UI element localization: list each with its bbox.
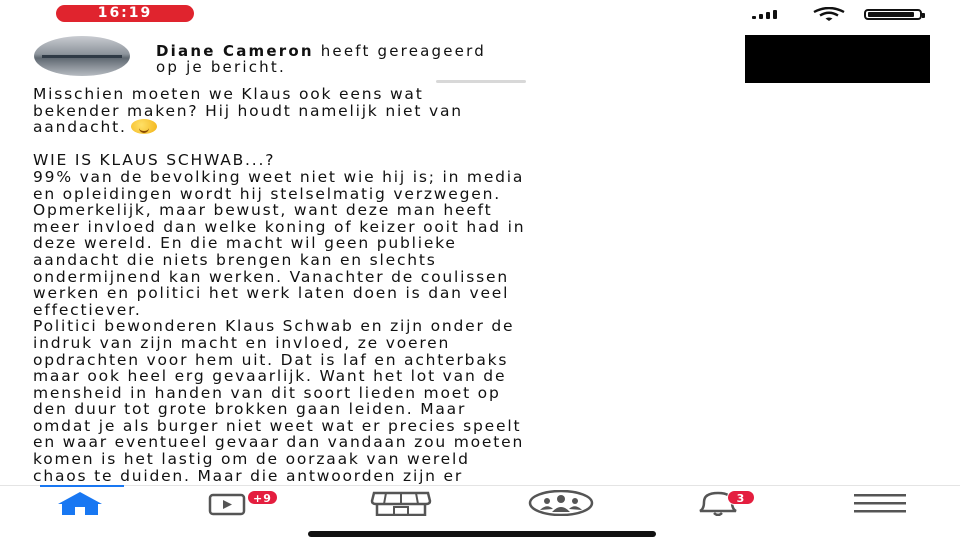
notification-message-line2: op je bericht.	[156, 58, 286, 76]
post-line: omdat je als burger niet weet wat er precies speelt	[33, 416, 522, 435]
notifications-badge: 3	[727, 490, 755, 505]
groups-icon[interactable]	[528, 490, 594, 516]
post-line: Misschien moeten we Klaus ook eens wat	[33, 86, 424, 103]
post-line: den duur tot grote brokken gaan leiden. Maar	[33, 400, 467, 419]
home-icon[interactable]	[52, 490, 108, 516]
post-line: Opmerkelijk, maar bewust, want deze man heeft	[33, 201, 493, 220]
home-indicator[interactable]	[308, 531, 656, 537]
post-line: effectiever.	[33, 300, 142, 319]
post-line: opdrachten voor hem uit. Dat is laf en achterbaks	[33, 350, 509, 369]
notification-thumbnail	[745, 35, 930, 83]
post-line: deze wereld. En die macht wil geen publieke	[33, 234, 457, 253]
marketplace-icon[interactable]	[370, 490, 432, 516]
status-time[interactable]: 16:19	[56, 5, 194, 22]
post-line: bekender maken? Hij houdt namelijk niet van	[33, 101, 463, 120]
bottom-nav	[0, 485, 960, 519]
post-line: en opleidingen wordt hij stelselmatig verzwegen.	[33, 184, 501, 203]
cell-signal-icon	[752, 10, 777, 19]
post-line: en waar eventueel gevaar dan vandaan zou moeten	[33, 433, 525, 452]
post-line: aandacht die niets brengen kan en slechts	[33, 250, 437, 269]
post-body	[33, 86, 933, 484]
post-line: WIE IS KLAUS SCHWAB...?	[33, 151, 276, 170]
battery-icon	[864, 9, 922, 20]
post-line: indruk van zijn macht en invloed, ze voeren	[33, 333, 451, 352]
active-tab-indicator	[40, 485, 124, 487]
post-line: maar ook heel erg gevaarlijk. Want het lot van de	[33, 367, 507, 386]
post-line	[33, 136, 933, 153]
menu-icon[interactable]	[852, 490, 908, 516]
wifi-icon	[812, 7, 846, 21]
post-line: meer invloed dan welke koning of keizer ooit had in	[33, 217, 526, 236]
notification-handle	[436, 80, 526, 83]
notification-text	[156, 43, 736, 75]
post-line	[33, 119, 933, 136]
status-bar	[0, 0, 960, 28]
post-line: Politici bewonderen Klaus Schwab en zijn onder de	[33, 317, 515, 336]
post-line: 99% van de bevolking weet niet wie hij is; in media	[33, 167, 525, 186]
post-line-text: aandacht.	[33, 118, 127, 137]
post-line: komen is het lastig om de oorzaak van wereld	[33, 450, 470, 469]
notification-banner[interactable]	[0, 30, 960, 82]
notification-message-line1: heeft gereageerd	[320, 42, 486, 60]
avatar	[34, 36, 130, 76]
post-line: werken en politici het werk laten doen is dan veel	[33, 284, 510, 303]
notification-name: Diane Cameron	[156, 42, 314, 60]
video-badge: +9	[247, 490, 278, 505]
post-line: mensheid in handen van dit soort lieden moet op	[33, 383, 501, 402]
wink-emoji-icon	[131, 119, 157, 134]
post-line: chaos te duiden. Maar die antwoorden zijn er	[33, 466, 464, 484]
post-line: ondermijnend kan werken. Vanachter de coulissen	[33, 267, 509, 286]
